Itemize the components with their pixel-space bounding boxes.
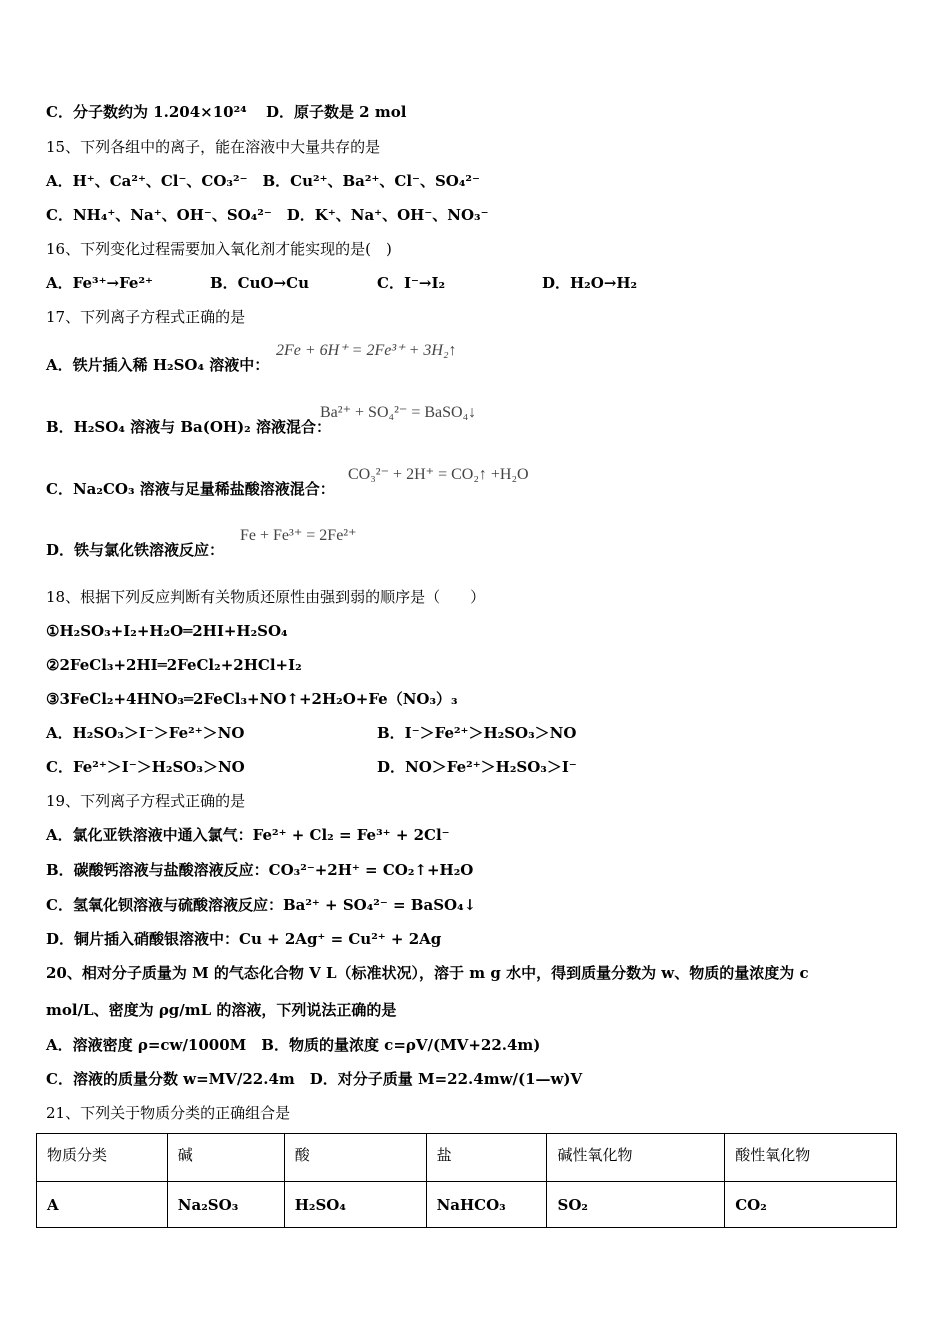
q20-stem-line2: mol/L、密度为 ρg/mL 的溶液，下列说法正确的是 — [46, 1001, 397, 1019]
q21-stem: 21、下列关于物质分类的正确组合是 — [46, 1104, 291, 1122]
q16-option-d: D．H₂O→H₂ — [542, 274, 638, 292]
q18-option-a: A．H₂SO₃＞I⁻＞Fe²⁺＞NO — [46, 724, 245, 742]
table-row — [37, 1182, 897, 1228]
q15-options-cd: C．NH₄⁺、Na⁺、OH⁻、SO₄²⁻ D．K⁺、Na⁺、OH⁻、NO₃⁻ — [46, 206, 489, 224]
header-cell: 酸性氧化物 — [725, 1134, 897, 1182]
table-header-row — [37, 1134, 897, 1182]
header-cell: 碱性氧化物 — [547, 1134, 725, 1182]
table-cell: Na₂SO₃ — [167, 1182, 284, 1228]
q14-options — [46, 102, 406, 122]
q14-option-d: D．原子数是 2 mol — [265, 103, 407, 121]
q19-option-c: C．氢氧化钡溶液与硫酸溶液反应：Ba²⁺ + SO₄²⁻ = BaSO₄↓ — [46, 896, 477, 914]
q20-stem-line1: 20、相对分子质量为 M 的气态化合物 V L（标准状况），溶于 m g 水中，得到质量分数为 w、物质的量浓度为 c — [46, 964, 809, 982]
q20-options-ab: A．溶液密度 ρ=cw/1000M B．物质的量浓度 c=ρV/(MV+22.4m) — [46, 1036, 541, 1054]
q15-stem: 15、下列各组中的离子，能在溶液中大量共存的是 — [46, 138, 381, 156]
header-cell: 盐 — [426, 1134, 547, 1182]
q17-option-c-label: C．Na₂CO₃ 溶液与足量稀盐酸溶液混合： — [46, 480, 335, 498]
q18-reaction-2: ②2FeCl₃+2HI═2FeCl₂+2HCl+I₂ — [46, 656, 302, 674]
q17-option-b-equation: Ba²⁺ + SO₄²⁻ = BaSO₄↓ — [320, 404, 477, 421]
q18-stem: 18、根据下列反应判断有关物质还原性由强到弱的顺序是（ ） — [46, 588, 486, 606]
q16-stem: 16、下列变化过程需要加入氧化剂才能实现的是( ) — [46, 240, 392, 258]
q18-option-d: D．NO＞Fe²⁺＞H₂SO₃＞I⁻ — [377, 758, 577, 776]
header-cell: 酸 — [284, 1134, 426, 1182]
q15-options-ab: A．H⁺、Ca²⁺、Cl⁻、CO₃²⁻ B．Cu²⁺、Ba²⁺、Cl⁻、SO₄²⁻ — [46, 172, 480, 190]
classification-table — [36, 1133, 897, 1228]
q20-options-cd: C．溶液的质量分数 w=MV/22.4m D．对分子质量 M=22.4mw/(1—w)V — [46, 1070, 583, 1088]
table-cell: H₂SO₄ — [284, 1182, 426, 1228]
q16-option-b: B．CuO→Cu — [210, 274, 310, 292]
q16-option-a: A．Fe³⁺→Fe²⁺ — [46, 274, 153, 292]
q14-option-c: C．分子数约为 1.204×10²⁴ — [46, 103, 247, 121]
q19-option-d: D．铜片插入硝酸银溶液中：Cu + 2Ag⁺ = Cu²⁺ + 2Ag — [46, 930, 442, 948]
q17-option-d-label: D．铁与氯化铁溶液反应： — [46, 541, 225, 559]
header-cell: 碱 — [167, 1134, 284, 1182]
table-cell: NaHCO₃ — [426, 1182, 547, 1228]
q17-option-c-equation: CO₃²⁻ + 2H⁺ = CO₂↑ +H₂O — [348, 466, 529, 483]
table-cell: SO₂ — [547, 1182, 725, 1228]
q17-stem: 17、下列离子方程式正确的是 — [46, 308, 246, 326]
q17-option-a-equation: 2Fe + 6H⁺ = 2Fe³⁺ + 3H₂↑ — [276, 342, 457, 359]
q16-option-c: C．I⁻→I₂ — [377, 274, 446, 292]
table-cell: CO₂ — [725, 1182, 897, 1228]
q17-option-b-label: B．H₂SO₄ 溶液与 Ba(OH)₂ 溶液混合： — [46, 418, 331, 436]
table-cell: A — [37, 1182, 168, 1228]
q18-reaction-1: ①H₂SO₃+I₂+H₂O═2HI+H₂SO₄ — [46, 622, 288, 640]
q18-option-c: C．Fe²⁺＞I⁻＞H₂SO₃＞NO — [46, 758, 245, 776]
q19-stem: 19、下列离子方程式正确的是 — [46, 792, 246, 810]
header-cell: 物质分类 — [37, 1134, 168, 1182]
q19-option-b: B．碳酸钙溶液与盐酸溶液反应：CO₃²⁻+2H⁺ = CO₂↑+H₂O — [46, 861, 474, 879]
q17-option-d-equation: Fe + Fe³⁺ = 2Fe²⁺ — [240, 527, 357, 544]
q19-option-a: A．氯化亚铁溶液中通入氯气：Fe²⁺ + Cl₂ = Fe³⁺ + 2Cl⁻ — [46, 826, 450, 844]
q18-reaction-3: ③3FeCl₂+4HNO₃═2FeCl₃+NO↑+2H₂O+Fe（NO₃）₃ — [46, 690, 458, 708]
q17-option-a-label: A．铁片插入稀 H₂SO₄ 溶液中： — [46, 356, 270, 374]
q18-option-b: B．I⁻＞Fe²⁺＞H₂SO₃＞NO — [377, 724, 577, 742]
